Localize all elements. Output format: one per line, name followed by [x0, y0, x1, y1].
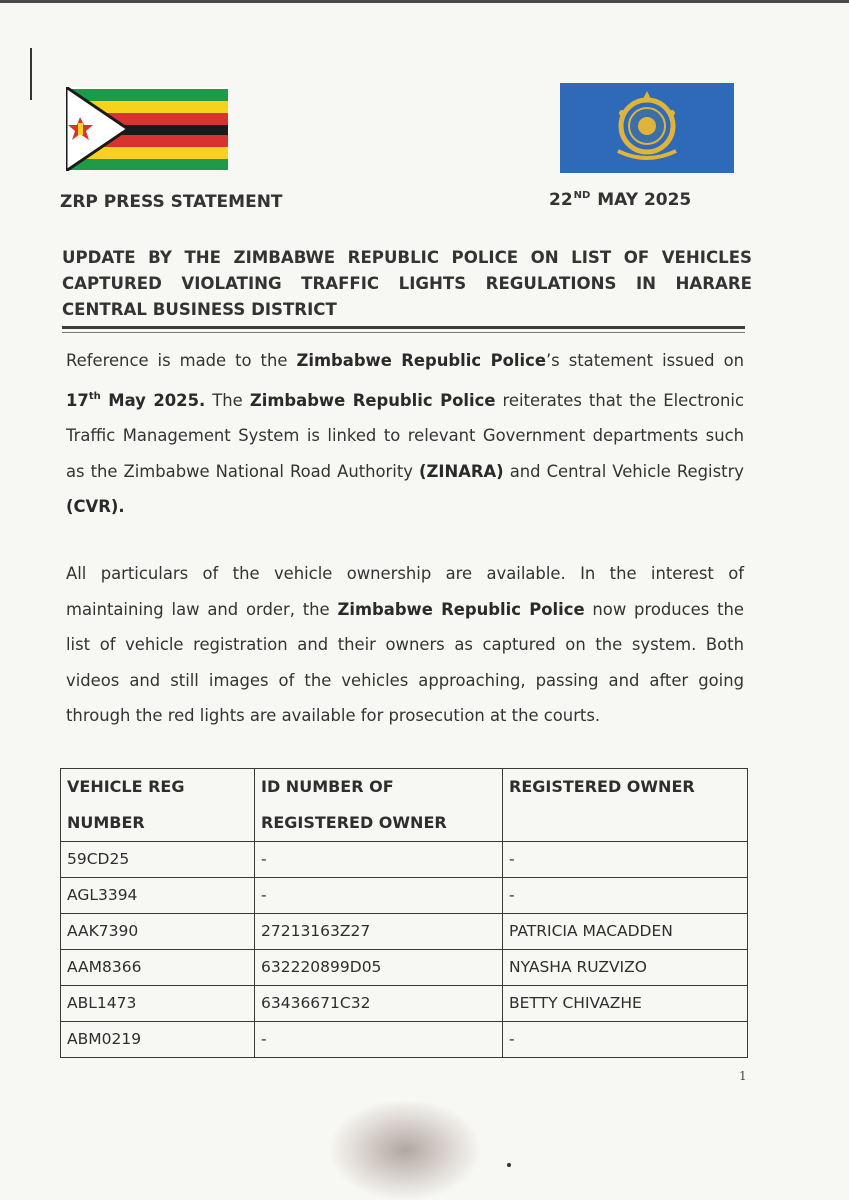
cell-id: 63436671C32: [255, 986, 503, 1022]
cell-owner: BETTY CHIVAZHE: [503, 986, 748, 1022]
table-row: [61, 914, 748, 950]
header-id-number: ID NUMBER OF REGISTERED OWNER: [255, 769, 503, 842]
table-row: [61, 1022, 748, 1058]
paragraph-particulars: All particulars of the vehicle ownership are available. In the interest of maintaining law and order, the Zimbabwe Republic Police now produces the list of vehicle registration and their owners as captured on the system. Both videos and still images of the vehicles approaching, passing and after going through the red lights are available for prosecution at the courts.: [66, 564, 744, 725]
margin-mark: [30, 48, 32, 100]
cell-owner: NYASHA RUZVIZO: [503, 950, 748, 986]
cell-owner: -: [503, 842, 748, 878]
table-row: [61, 986, 748, 1022]
press-statement-label: ZRP PRESS STATEMENT: [60, 192, 283, 212]
divider-thick: [62, 326, 745, 329]
scan-smudge: [330, 1100, 480, 1200]
cell-reg: AAK7390: [61, 914, 255, 950]
paragraph-reference: Reference is made to the Zimbabwe Republic Police’s statement issued on 17th May 2025. The Zimbabwe Republic Police reiterates that the Electronic Traffic Management System is linked to relevant Government departments such as the Zimbabwe National Road Authority (ZINARA) and Central Vehicle Registry (CVR).: [66, 351, 745, 516]
cell-owner: -: [503, 878, 748, 914]
cell-owner: -: [503, 1022, 748, 1058]
header-vehicle-reg: VEHICLE REG NUMBER: [61, 769, 255, 842]
table-header-row: [61, 769, 748, 842]
police-badge-icon: [560, 83, 734, 173]
cell-id: 27213163Z27: [255, 914, 503, 950]
scan-top-edge: [0, 0, 849, 3]
cell-reg: AAM8366: [61, 950, 255, 986]
divider-thin: [62, 332, 745, 333]
cell-reg: 59CD25: [61, 842, 255, 878]
zrp-flag-emblem: [560, 83, 734, 173]
cell-id: -: [255, 878, 503, 914]
cell-reg: AGL3394: [61, 878, 255, 914]
cell-reg: ABL1473: [61, 986, 255, 1022]
cell-owner: PATRICIA MACADDEN: [503, 914, 748, 950]
cell-reg: ABM0219: [61, 1022, 255, 1058]
table-row: [61, 878, 748, 914]
scan-dot: [507, 1163, 511, 1167]
table-row: [61, 842, 748, 878]
header-registered-owner: REGISTERED OWNER: [503, 769, 748, 842]
table-row: [61, 950, 748, 986]
cell-id: -: [255, 842, 503, 878]
statement-date: 22ND MAY 2025: [549, 190, 692, 210]
zimbabwe-flag-icon: [66, 87, 228, 171]
page-number: 1: [739, 1069, 747, 1083]
cell-id: -: [255, 1022, 503, 1058]
vehicle-table: [60, 768, 748, 1058]
cell-id: 632220899D05: [255, 950, 503, 986]
headline: UPDATE BY THE ZIMBABWE REPUBLIC POLICE ON LIST OF VEHICLES CAPTURED VIOLATING TRAFFIC LIGHTS REGULATIONS IN HARARE CENTRAL BUSINESS DISTRICT: [62, 248, 752, 319]
